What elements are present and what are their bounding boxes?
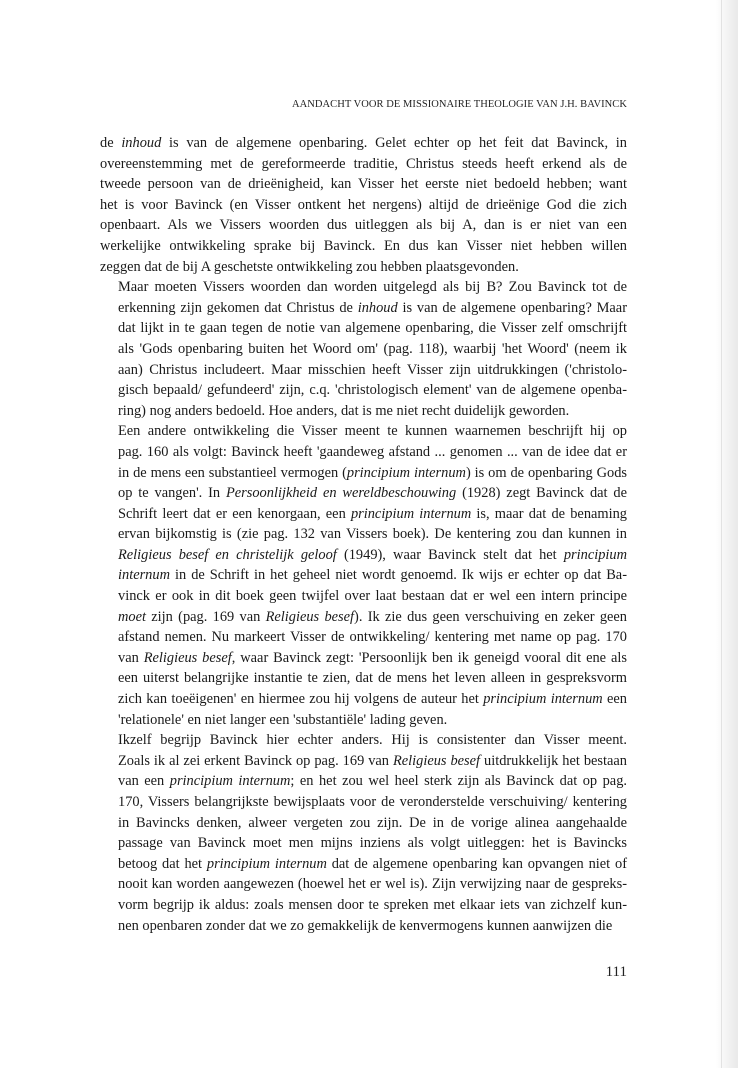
text-line <box>100 586 627 607</box>
text-line <box>100 257 627 278</box>
text-line <box>100 360 627 381</box>
text-line <box>100 916 627 937</box>
text-line <box>100 236 627 257</box>
text-segment: het is voor Bavinck (en Visser ontkent het nergens) altijd de drieënige God die zich <box>100 196 627 213</box>
italic-text: inhoud <box>357 299 398 316</box>
text-line <box>100 813 627 834</box>
text-segment: ervan bijkomstig is (zie pag. 132 van Vissers boek). De kentering zou dan kunnen in <box>118 526 627 543</box>
text-segment: zich kan toeëigenen' en hiermee zou hij volgens de auteur het <box>118 691 484 708</box>
text-line <box>100 607 627 628</box>
text-segment: 'relationele' en niet langer een 'substantiële' lading geven. <box>118 711 448 728</box>
text-segment: (1928) zegt Bavinck dat de <box>456 485 627 502</box>
text-segment: vorm begrijp ik aldus: zoals mensen door te spreken met elkaar iets van zichzelf kun- <box>118 896 627 913</box>
italic-text: Religieus besef <box>143 649 232 666</box>
text-segment: als 'Gods openbaring buiten het Woord om' (pag. 118), waarbij 'het Woord' (neem ik <box>118 340 627 357</box>
text-segment: ) is om de openbaring Gods <box>465 464 627 481</box>
text-segment: ; en het zou wel heel sterk zijn als Bavinck dat op pag. <box>290 773 627 790</box>
text-segment: Een andere ontwikkeling die Visser meent te kunnen waarnemen beschrijft hij op <box>118 423 627 440</box>
text-line <box>100 524 627 545</box>
italic-text: principium internum <box>346 464 466 481</box>
text-line <box>100 421 627 442</box>
text-segment: is van de algemene openbaring? Maar <box>397 299 627 316</box>
italic-text: Religieus besef en christelijk geloof <box>118 546 337 563</box>
italic-text: principium internum <box>169 773 291 790</box>
text-segment: werkelijke ontwikkeling sprake bij Bavinck. En dus kan Visser niet hebben willen <box>100 237 627 254</box>
text-line <box>100 277 627 298</box>
text-line <box>100 215 627 236</box>
text-segment: op te vangen'. In <box>118 485 226 502</box>
text-line <box>100 298 627 319</box>
text-line <box>100 133 627 154</box>
italic-text: Religieus besef <box>392 752 481 769</box>
text-segment: tweede persoon van de drieënigheid, kan Visser het eerste niet bedoeld hebben; want <box>100 176 627 193</box>
body-text <box>100 133 627 936</box>
text-segment: Maar moeten Vissers woorden dan worden uitgelegd als bij B? Zou Bavinck tot de <box>118 279 627 296</box>
text-segment: een uiterst belangrijke instantie te zien, dat de mens het leven alleen in gespreksvorm <box>118 670 627 687</box>
text-line <box>100 668 627 689</box>
text-segment: gisch bepaald/ gefundeerd' zijn, c.q. 'christologisch element' van de algemene openba- <box>118 382 627 399</box>
text-segment: in de mens een substantieel vermogen ( <box>118 464 347 481</box>
text-segment: ring) nog anders bedoeld. Hoe anders, dat is me niet recht duidelijk geworden. <box>118 402 570 419</box>
text-segment: in Bavincks denken, alweer vergeten zou zijn. De in de vorige alinea aangehaalde <box>118 814 627 831</box>
text-line <box>100 174 627 195</box>
paragraph <box>100 421 627 730</box>
italic-text: internum <box>118 567 170 584</box>
text-segment: in de Schrift in het geheel niet wordt genoemd. Ik wijs er echter op dat Ba- <box>169 567 627 584</box>
text-segment: van een <box>118 773 170 790</box>
text-segment: betoog dat het <box>118 855 207 872</box>
text-segment: Schrift leert dat er een kenorgaan, een <box>118 505 351 522</box>
text-segment: is, maar dat de benaming <box>471 505 627 522</box>
text-line <box>100 565 627 586</box>
text-segment: dat lijkt in te gaan tegen de notie van algemene openbaring, die Visser zelf omschrijft <box>118 320 627 337</box>
text-segment: een <box>602 691 627 708</box>
text-line <box>100 895 627 916</box>
text-line <box>100 380 627 401</box>
text-segment: dat de algemene openbaring kan opvangen niet of <box>326 855 628 872</box>
text-line <box>100 792 627 813</box>
italic-text: principium internum <box>206 855 327 872</box>
text-segment: pag. 160 als volgt: Bavinck heeft 'gaandeweg afstand ... genomen ... van de idee dat er <box>118 443 627 460</box>
paragraph <box>100 730 627 936</box>
text-line <box>100 545 627 566</box>
paragraph <box>100 277 627 421</box>
text-line <box>100 401 627 422</box>
text-line <box>100 710 627 731</box>
text-line <box>100 648 627 669</box>
text-line <box>100 442 627 463</box>
page-edge-line <box>721 0 722 1068</box>
text-segment: de <box>100 135 122 151</box>
text-segment: erkenning zijn gekomen dat Christus de <box>118 299 358 316</box>
text-line <box>100 627 627 648</box>
italic-text: principium internum <box>350 505 472 522</box>
text-segment: zijn (pag. 169 van <box>145 608 266 625</box>
text-line <box>100 751 627 772</box>
paragraph <box>100 133 627 277</box>
page-number: 111 <box>605 964 627 980</box>
italic-text: Religieus besef <box>265 608 355 625</box>
text-segment: ). Ik zie dus geen verschuiving en zeker geen <box>354 608 627 625</box>
text-line <box>100 689 627 710</box>
italic-text: principium <box>563 546 627 563</box>
text-segment: Ikzelf begrijp Bavinck hier echter anders. Hij is consistenter dan Visser meent. <box>118 732 627 749</box>
text-line <box>100 854 627 875</box>
text-line <box>100 874 627 895</box>
italic-text: principium internum <box>483 691 603 708</box>
text-line <box>100 463 627 484</box>
text-segment: van <box>118 649 144 666</box>
text-line <box>100 339 627 360</box>
text-segment: zeggen dat de bij A geschetste ontwikkeling zou hebben plaatsgevonden. <box>100 258 519 275</box>
page-edge-shadow <box>716 0 738 1068</box>
text-segment: openbaart. Als we Vissers woorden dus uitleggen als bij A, dan is er niet van een <box>100 217 627 234</box>
italic-text: moet <box>118 608 146 625</box>
text-segment: nooit kan worden aangewezen (hoewel het er wel is). Zijn verwijzing naar de gespreks- <box>118 876 627 893</box>
text-segment: vinck er ook in dit boek geen twijfel over laat bestaan dat er wel een intern principe <box>118 588 627 605</box>
text-segment: (1949), waar Bavinck stelt dat het <box>336 546 564 563</box>
text-segment: uitdrukkelijk het bestaan <box>480 752 627 769</box>
text-line <box>100 483 627 504</box>
text-segment: , waar Bavinck zegt: 'Persoonlijk ben ik geneigd vooral dit ene als <box>231 649 627 666</box>
text-line <box>100 154 627 175</box>
text-segment: passage van Bavinck moet men mijns inziens als volgt uitleggen: het is Bavincks <box>118 835 627 852</box>
text-segment: overeenstemming met de gereformeerde traditie, Christus steeds heeft erkend als de <box>100 155 627 172</box>
text-line <box>100 730 627 751</box>
text-segment: 170, Vissers belangrijkste bewijsplaats voor de veronderstelde verschuiving/ kentering <box>118 794 627 810</box>
running-head: AANDACHT VOOR DE MISSIONAIRE THEOLOGIE VAN J.H. BAVINCK <box>292 99 627 110</box>
text-line <box>100 771 627 792</box>
text-segment: is van de algemene openbaring. Gelet echter op het feit dat Bavinck, in <box>161 135 627 151</box>
text-segment: Zoals ik al zei erkent Bavinck op pag. 169 van <box>118 752 393 769</box>
text-segment: aan) Christus includeert. Maar misschien heeft Visser zijn uitdrukkingen ('christolo- <box>118 361 627 378</box>
italic-text: Persoonlijkheid en wereldbeschouwing <box>225 485 457 502</box>
italic-text: inhoud <box>121 135 162 151</box>
text-segment: afstand nemen. Nu markeert Visser de ontwikkeling/ kentering met name op pag. 170 <box>118 629 627 646</box>
text-line <box>100 504 627 525</box>
text-line <box>100 833 627 854</box>
text-line <box>100 318 627 339</box>
text-line <box>100 195 627 216</box>
text-segment: nen openbaren zonder dat we zo gemakkelijk de kenvermogens kunnen aanwijzen die <box>118 917 613 934</box>
